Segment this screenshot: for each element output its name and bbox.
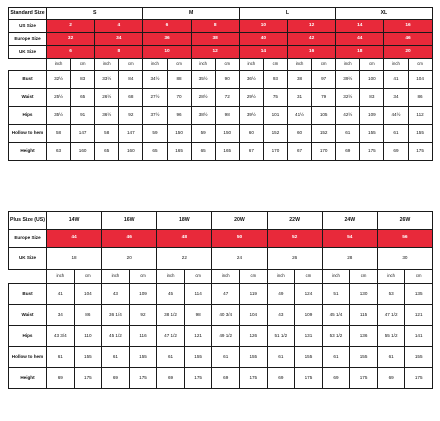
size-group-xl: XL: [336, 8, 432, 20]
measurement-cell: 121: [184, 326, 212, 347]
measurement-cell: 35½: [47, 107, 71, 125]
measurement-cell: 131: [295, 326, 323, 347]
measurement-cell: 175: [350, 368, 378, 389]
measurement-cell: 88: [167, 71, 191, 89]
measurement-cell: 175: [129, 368, 157, 389]
us-size-value: 2: [47, 20, 95, 33]
measurement-cell: 109: [129, 284, 157, 305]
measurement-cell: 175: [184, 368, 212, 389]
uk-size-value: 26: [267, 248, 322, 270]
measurement-cell: 86: [408, 89, 432, 107]
measurement-cell: 170: [312, 143, 336, 161]
measurement-cell: 84: [119, 71, 143, 89]
measurement-cell: 124: [295, 284, 323, 305]
measurement-cell: 61: [212, 347, 240, 368]
unit-header: inch: [267, 270, 295, 284]
europe-size-value: 44: [47, 230, 102, 248]
measurement-cell: 36 1/4: [102, 305, 130, 326]
unit-header: inch: [47, 270, 75, 284]
uk-size-value: 18: [336, 46, 384, 59]
measurement-cell: 69: [267, 368, 295, 389]
plus-size-group: 24W: [322, 212, 377, 230]
measurement-cell: 41: [384, 71, 408, 89]
measurement-cell: 152: [263, 125, 287, 143]
measurement-cell: 160: [119, 143, 143, 161]
measurement-cell: 32½: [47, 71, 71, 89]
measurement-cell: 61: [384, 125, 408, 143]
measurement-cell: 69: [47, 368, 75, 389]
measurement-cell: 98: [215, 107, 239, 125]
measurement-cell: 42½: [336, 107, 360, 125]
measurement-cell: 61: [336, 125, 360, 143]
measurement-cell: 31: [287, 89, 311, 107]
measurement-cell: 69: [377, 368, 405, 389]
uk-size-value: 30: [377, 248, 432, 270]
measurement-cell: 141: [405, 326, 433, 347]
measurement-label: Hollow to hem: [9, 347, 47, 368]
uk-size-value: 18: [47, 248, 102, 270]
standard-size-label: Standard Size: [9, 8, 47, 20]
measurement-cell: 59: [143, 125, 167, 143]
measurement-cell: 175: [405, 368, 433, 389]
measurement-cell: 45: [157, 284, 185, 305]
unit-header: cm: [405, 270, 433, 284]
measurement-cell: 47: [212, 284, 240, 305]
measurement-cell: 109: [360, 107, 384, 125]
measurement-cell: 27½: [143, 89, 167, 107]
measurement-cell: 60: [239, 125, 263, 143]
measurement-cell: 97: [312, 71, 336, 89]
measurement-cell: 110: [74, 326, 102, 347]
measurement-cell: 34: [384, 89, 408, 107]
measurement-cell: 49: [267, 284, 295, 305]
measurement-cell: 36½: [239, 71, 263, 89]
uk-size-value: 22: [157, 248, 212, 270]
plus-size-group: 26W: [377, 212, 432, 230]
plus-size-group: 20W: [212, 212, 267, 230]
measurement-cell: 104: [239, 305, 267, 326]
plus-size-group: 16W: [102, 212, 157, 230]
measurement-cell: 33½: [95, 71, 119, 89]
unit-header: cm: [239, 270, 267, 284]
unit-header: cm: [295, 270, 323, 284]
measurement-label: Height: [9, 143, 47, 161]
measurement-cell: 92: [119, 107, 143, 125]
measurement-cell: 58: [47, 125, 71, 143]
plus-size-chart: [8, 211, 433, 389]
measurement-cell: 45 1/4: [322, 305, 350, 326]
measurement-cell: 83: [360, 89, 384, 107]
measurement-cell: 165: [167, 143, 191, 161]
measurement-cell: 98: [184, 305, 212, 326]
measurement-cell: 155: [239, 347, 267, 368]
measurement-cell: 155: [405, 347, 433, 368]
us-size-value: 8: [191, 20, 239, 33]
measurement-cell: 112: [408, 107, 432, 125]
measurement-cell: 41½: [287, 107, 311, 125]
measurement-cell: 65: [191, 143, 215, 161]
plus-size-group: 14W: [47, 212, 102, 230]
unit-header: inch: [322, 270, 350, 284]
measurement-cell: 105: [312, 107, 336, 125]
measurement-cell: 130: [350, 284, 378, 305]
uk-size-value: 24: [212, 248, 267, 270]
unit-header: inch: [191, 59, 215, 71]
measurement-label: Hips: [9, 107, 47, 125]
measurement-cell: 61: [322, 347, 350, 368]
measurement-cell: 96: [167, 107, 191, 125]
measurement-cell: 93: [263, 71, 287, 89]
measurement-cell: 61: [47, 347, 75, 368]
measurement-cell: 126: [239, 326, 267, 347]
measurement-cell: 44½: [384, 107, 408, 125]
unit-header: inch: [239, 59, 263, 71]
measurement-label: Waist: [9, 89, 47, 107]
measurement-cell: 86: [74, 305, 102, 326]
europe-size-value: 44: [336, 33, 384, 46]
measurement-cell: 69: [322, 368, 350, 389]
measurement-cell: 69: [384, 143, 408, 161]
measurement-cell: 61: [157, 347, 185, 368]
measurement-cell: 67: [239, 143, 263, 161]
measurement-cell: 69: [102, 368, 130, 389]
europe-size-value: 42: [287, 33, 335, 46]
measurement-label: Hollow to hem: [9, 125, 47, 143]
measurement-cell: 175: [295, 368, 323, 389]
measurement-cell: 175: [360, 143, 384, 161]
measurement-cell: 39½: [239, 107, 263, 125]
units-row-spacer: [9, 59, 47, 71]
measurement-cell: 91: [71, 107, 95, 125]
measurement-cell: 25½: [47, 89, 71, 107]
measurement-cell: 115: [350, 305, 378, 326]
measurement-cell: 100: [360, 71, 384, 89]
measurement-cell: 53: [377, 284, 405, 305]
unit-header: inch: [143, 59, 167, 71]
measurement-cell: 43 3/4: [47, 326, 75, 347]
measurement-cell: 38: [287, 71, 311, 89]
measurement-cell: 55 1/2: [377, 326, 405, 347]
unit-header: cm: [408, 59, 432, 71]
measurement-cell: 34½: [143, 71, 167, 89]
unit-header: inch: [287, 59, 311, 71]
unit-header: cm: [74, 270, 102, 284]
unit-header: cm: [167, 59, 191, 71]
europe-size-value: 34: [95, 33, 143, 46]
us-size-label: US Size: [9, 20, 47, 33]
measurement-cell: 135: [405, 284, 433, 305]
europe-size-value: 48: [157, 230, 212, 248]
unit-header: inch: [377, 270, 405, 284]
unit-header: inch: [212, 270, 240, 284]
measurement-cell: 43: [267, 305, 295, 326]
measurement-cell: 150: [215, 125, 239, 143]
uk-size-value: 20: [102, 248, 157, 270]
us-size-value: 16: [384, 20, 432, 33]
measurement-cell: 68: [119, 89, 143, 107]
size-group-l: L: [239, 8, 335, 20]
unit-header: inch: [157, 270, 185, 284]
measurement-cell: 58: [95, 125, 119, 143]
measurement-cell: 90: [215, 71, 239, 89]
us-size-value: 12: [287, 20, 335, 33]
unit-header: cm: [119, 59, 143, 71]
measurement-cell: 43: [102, 284, 130, 305]
measurement-cell: 45 1/2: [102, 326, 130, 347]
measurement-cell: 175: [408, 143, 432, 161]
measurement-cell: 165: [215, 143, 239, 161]
size-group-m: M: [143, 8, 239, 20]
measurement-cell: 65: [143, 143, 167, 161]
europe-size-value: 36: [143, 33, 191, 46]
measurement-label: Height: [9, 368, 47, 389]
unit-header: cm: [71, 59, 95, 71]
size-group-s: S: [47, 8, 143, 20]
measurement-cell: 65: [71, 89, 95, 107]
measurement-cell: 152: [312, 125, 336, 143]
measurement-cell: 155: [129, 347, 157, 368]
measurement-cell: 147: [71, 125, 95, 143]
measurement-cell: 155: [408, 125, 432, 143]
measurement-cell: 51 1/2: [267, 326, 295, 347]
measurement-cell: 150: [167, 125, 191, 143]
uk-size-value: 10: [143, 46, 191, 59]
europe-size-value: 46: [102, 230, 157, 248]
measurement-cell: 61: [377, 347, 405, 368]
uk-size-label: UK Size: [9, 46, 47, 59]
uk-size-value: 8: [95, 46, 143, 59]
measurement-cell: 175: [74, 368, 102, 389]
measurement-cell: 155: [350, 347, 378, 368]
measurement-label: Waist: [9, 305, 47, 326]
measurement-cell: 60: [287, 125, 311, 143]
measurement-label: Hips: [9, 326, 47, 347]
measurement-cell: 51: [322, 284, 350, 305]
europe-size-value: 40: [239, 33, 287, 46]
measurement-cell: 32½: [336, 89, 360, 107]
measurement-cell: 28½: [191, 89, 215, 107]
measurement-cell: 59: [191, 125, 215, 143]
plus-size-label: Plus Size (US): [9, 212, 47, 230]
measurement-cell: 155: [295, 347, 323, 368]
plus-size-group: 22W: [267, 212, 322, 230]
measurement-cell: 92: [129, 305, 157, 326]
unit-header: cm: [263, 59, 287, 71]
measurement-cell: 63: [47, 143, 71, 161]
measurement-cell: 36½: [95, 107, 119, 125]
europe-size-value: 38: [191, 33, 239, 46]
uk-size-value: 12: [191, 46, 239, 59]
unit-header: inch: [95, 59, 119, 71]
unit-header: cm: [129, 270, 157, 284]
measurement-cell: 119: [239, 284, 267, 305]
measurement-label: Bust: [9, 71, 47, 89]
measurement-cell: 116: [129, 326, 157, 347]
measurement-cell: 39½: [336, 71, 360, 89]
measurement-cell: 47 1/2: [157, 326, 185, 347]
measurement-cell: 170: [263, 143, 287, 161]
unit-header: inch: [47, 59, 71, 71]
measurement-cell: 175: [239, 368, 267, 389]
measurement-cell: 49 1/2: [212, 326, 240, 347]
measurement-cell: 29½: [239, 89, 263, 107]
europe-size-value: 56: [377, 230, 432, 248]
measurement-cell: 109: [295, 305, 323, 326]
europe-size-label: Europe Size: [9, 33, 47, 46]
uk-size-value: 6: [47, 46, 95, 59]
measurement-label: Bust: [9, 284, 47, 305]
measurement-cell: 70: [167, 89, 191, 107]
measurement-cell: 160: [71, 143, 95, 161]
measurement-cell: 155: [74, 347, 102, 368]
unit-header: inch: [384, 59, 408, 71]
measurement-cell: 69: [212, 368, 240, 389]
uk-size-label: UK Size: [9, 248, 47, 270]
measurement-cell: 155: [184, 347, 212, 368]
measurement-cell: 69: [336, 143, 360, 161]
measurement-cell: 72: [215, 89, 239, 107]
uk-size-value: 28: [322, 248, 377, 270]
europe-size-value: 32: [47, 33, 95, 46]
measurement-cell: 101: [263, 107, 287, 125]
measurement-cell: 38 1/2: [157, 305, 185, 326]
measurement-cell: 69: [157, 368, 185, 389]
europe-size-value: 46: [384, 33, 432, 46]
us-size-value: 4: [95, 20, 143, 33]
unit-header: cm: [350, 270, 378, 284]
standard-size-chart: [8, 7, 433, 161]
measurement-cell: 61: [102, 347, 130, 368]
measurement-cell: 121: [405, 305, 433, 326]
units-row-spacer: [9, 270, 47, 284]
unit-header: cm: [215, 59, 239, 71]
measurement-cell: 104: [74, 284, 102, 305]
europe-size-value: 50: [212, 230, 267, 248]
us-size-value: 6: [143, 20, 191, 33]
measurement-cell: 67: [287, 143, 311, 161]
us-size-value: 10: [239, 20, 287, 33]
measurement-cell: 83: [71, 71, 95, 89]
measurement-cell: 75: [263, 89, 287, 107]
uk-size-value: 16: [287, 46, 335, 59]
measurement-cell: 155: [360, 125, 384, 143]
measurement-cell: 34: [47, 305, 75, 326]
measurement-cell: 35½: [191, 71, 215, 89]
unit-header: cm: [312, 59, 336, 71]
europe-size-value: 54: [322, 230, 377, 248]
measurement-cell: 104: [408, 71, 432, 89]
unit-header: cm: [184, 270, 212, 284]
measurement-cell: 26½: [95, 89, 119, 107]
measurement-cell: 147: [119, 125, 143, 143]
measurement-cell: 61: [267, 347, 295, 368]
europe-size-value: 52: [267, 230, 322, 248]
unit-header: inch: [336, 59, 360, 71]
measurement-cell: 79: [312, 89, 336, 107]
uk-size-value: 20: [384, 46, 432, 59]
measurement-cell: 114: [184, 284, 212, 305]
unit-header: cm: [360, 59, 384, 71]
measurement-cell: 38½: [191, 107, 215, 125]
uk-size-value: 14: [239, 46, 287, 59]
measurement-cell: 65: [95, 143, 119, 161]
unit-header: inch: [102, 270, 130, 284]
measurement-cell: 41: [47, 284, 75, 305]
europe-size-label: Europe Size: [9, 230, 47, 248]
measurement-cell: 37½: [143, 107, 167, 125]
measurement-cell: 136: [350, 326, 378, 347]
plus-size-group: 18W: [157, 212, 212, 230]
measurement-cell: 53 1/2: [322, 326, 350, 347]
measurement-cell: 40 3/4: [212, 305, 240, 326]
measurement-cell: 47 1/2: [377, 305, 405, 326]
us-size-value: 14: [336, 20, 384, 33]
